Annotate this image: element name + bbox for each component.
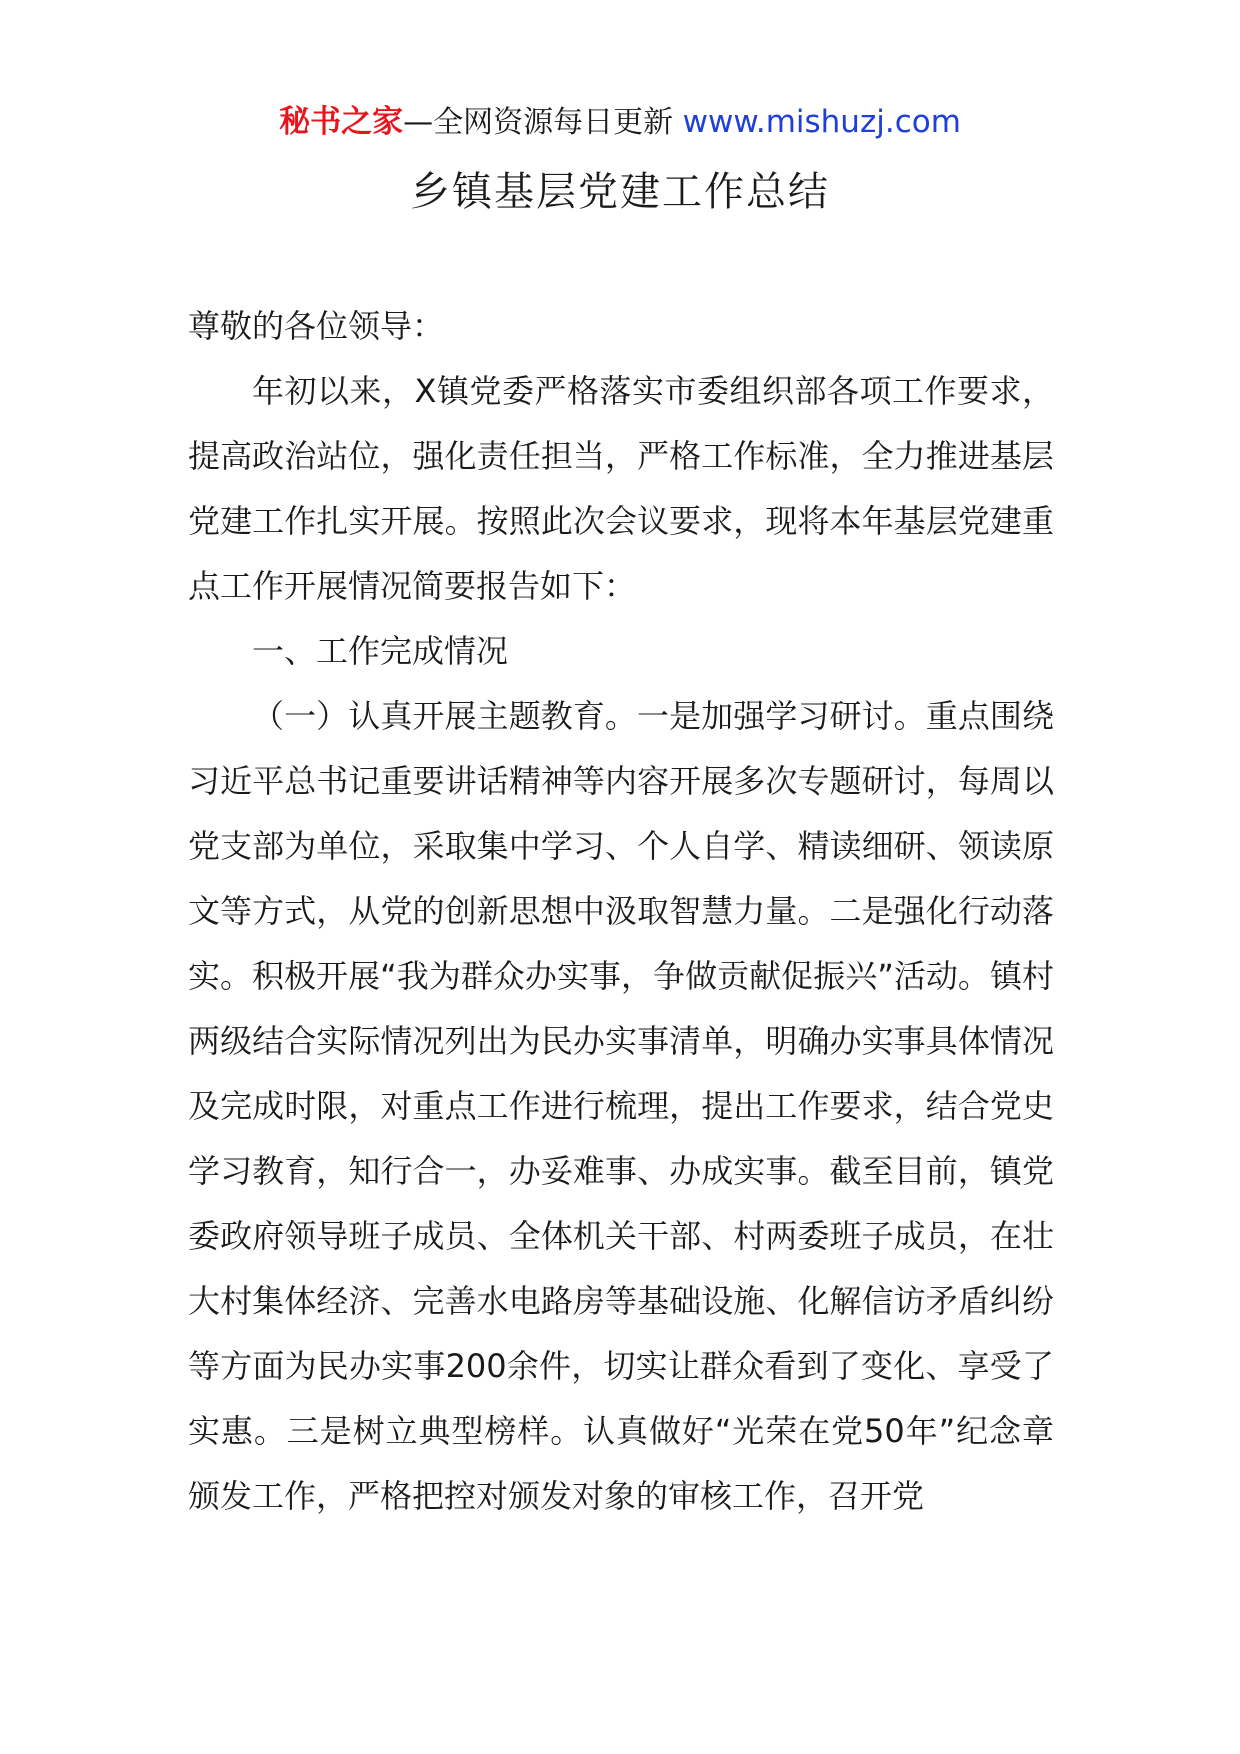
website-link[interactable]: www.mishuzj.com [682,104,961,140]
banner-tagline: —全网资源每日更新 [403,105,683,140]
body-paragraph: （一）认真开展主题教育。一是加强学习研讨。重点围绕习近平总书记重要讲话精神等内容开展多次专题研讨，每周以党支部为单位，采取集中学习、个人自学、精读细研、领读原文等方式，从党的创新思想中汲取智慧力量。二是强化行动落实。积极开展“我为群众办实事，争做贡献促振兴”活动。镇村两级结合实际情况列出为民办实事清单，明确办实事具体情况及完成时限，对重点工作进行梳理，提出工作要求，结合党史学习教育，知行合一，办妥难事、办成实事。截至目前，镇党委政府领导班子成员、全体机关干部、村两委班子成员，在壮大村集体经济、完善水电路房等基础设施、化解信访矛盾纠纷等方面为民办实事200余件，切实让群众看到了变化、享受了实惠。三是树立典型榜样。认真做好“光荣在党50年”纪念章颁发工作，严格把控对颁发对象的审核工作，召开党 [188,697,1054,1515]
intro-paragraph: 年初以来，X镇党委严格落实市委组织部各项工作要求，提高政治站位，强化责任担当，严格工作标准，全力推进基层党建工作扎实开展。按照此次会议要求，现将本年基层党建重点工作开展情况简要报告如下： [188,372,1054,605]
header-banner [0,102,1240,143]
document-title: 乡镇基层党建工作总结 [410,169,830,215]
salutation: 尊敬的各位领导： [188,307,445,345]
brand-name: 秘书之家 [279,104,404,140]
section-heading: 一、工作完成情况 [252,632,509,670]
document-body [188,294,1054,1529]
